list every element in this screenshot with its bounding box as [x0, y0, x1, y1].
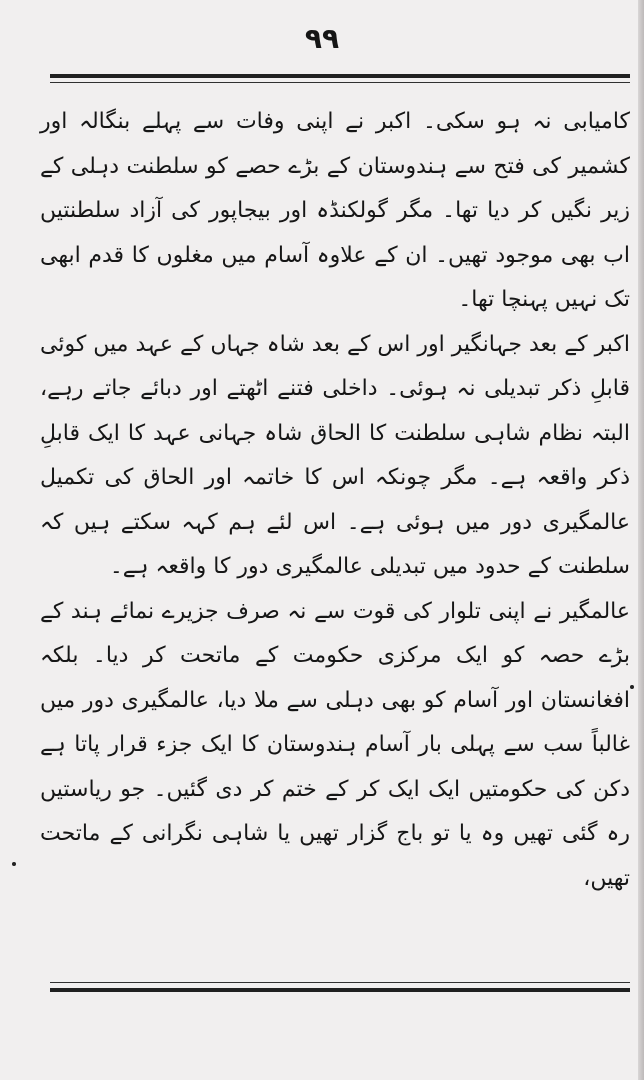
paragraph-3: عالمگیر نے اپنی تلوار کی قوت سے نہ صرف جزیرے نمائے ہند کے بڑے حصہ کو ایک مرکزی حکومت کے ماتحت کر دیا۔ بلکہ افغانستان اور آسام کو بھی دہلی سے ملا دیا، عالمگیری دور میں غالباً سب سے پہلی بار آسام ہندوستان کا ایک جزء قرار پاتا ہے دکن کی حکومتیں ایک ایک کر کے ختم کر دی گئیں۔ جو ریاستیں رہ گئی تھیں وہ یا تو باج گزار تھیں یا شاہی نگرانی کے ماتحت تھیں،	[40, 598, 630, 891]
page-body	[40, 100, 630, 950]
header-rule-thick	[50, 74, 630, 78]
margin-mark	[630, 685, 634, 689]
footer-rule-thin	[50, 982, 630, 983]
page-number: ۹۹	[304, 22, 340, 55]
footer-rule-thick	[50, 988, 630, 992]
paragraph-2: اکبر کے بعد جہانگیر اور اس کے بعد شاہ جہاں کے عہد میں کوئی قابلِ ذکر تبدیلی نہ ہوئی۔ داخلی فتنے اٹھتے اور دبائے جاتے رہے، البتہ نظام شاہی سلطنت کا الحاق شاہ جہانی عہد کا ایک قابلِ ذکر واقعہ ہے۔ مگر چونکہ اس کا خاتمہ اور الحاق کی تکمیل عالمگیری دور میں ہوئی ہے۔ اس لئے ہم کہہ سکتے ہیں کہ سلطنت کے حدود میں تبدیلی عالمگیری دور کا واقعہ ہے۔	[40, 331, 630, 579]
paragraph-1: کامیابی نہ ہو سکی۔ اکبر نے اپنی وفات سے پہلے بنگالہ اور کشمیر کی فتح سے ہندوستان کے بڑے حصے کو سلطنت دہلی کے زیر نگیں کر دیا تھا۔ مگر گولکنڈہ اور بیجاپور کی آزاد سلطنتیں اب بھی موجود تھیں۔ ان کے علاوہ آسام میں مغلوں کا قدم ابھی تک نہیں پہنچا تھا۔	[40, 109, 630, 312]
page-edge	[638, 0, 644, 1080]
header-rule-thin	[50, 82, 630, 83]
margin-mark	[12, 862, 16, 866]
